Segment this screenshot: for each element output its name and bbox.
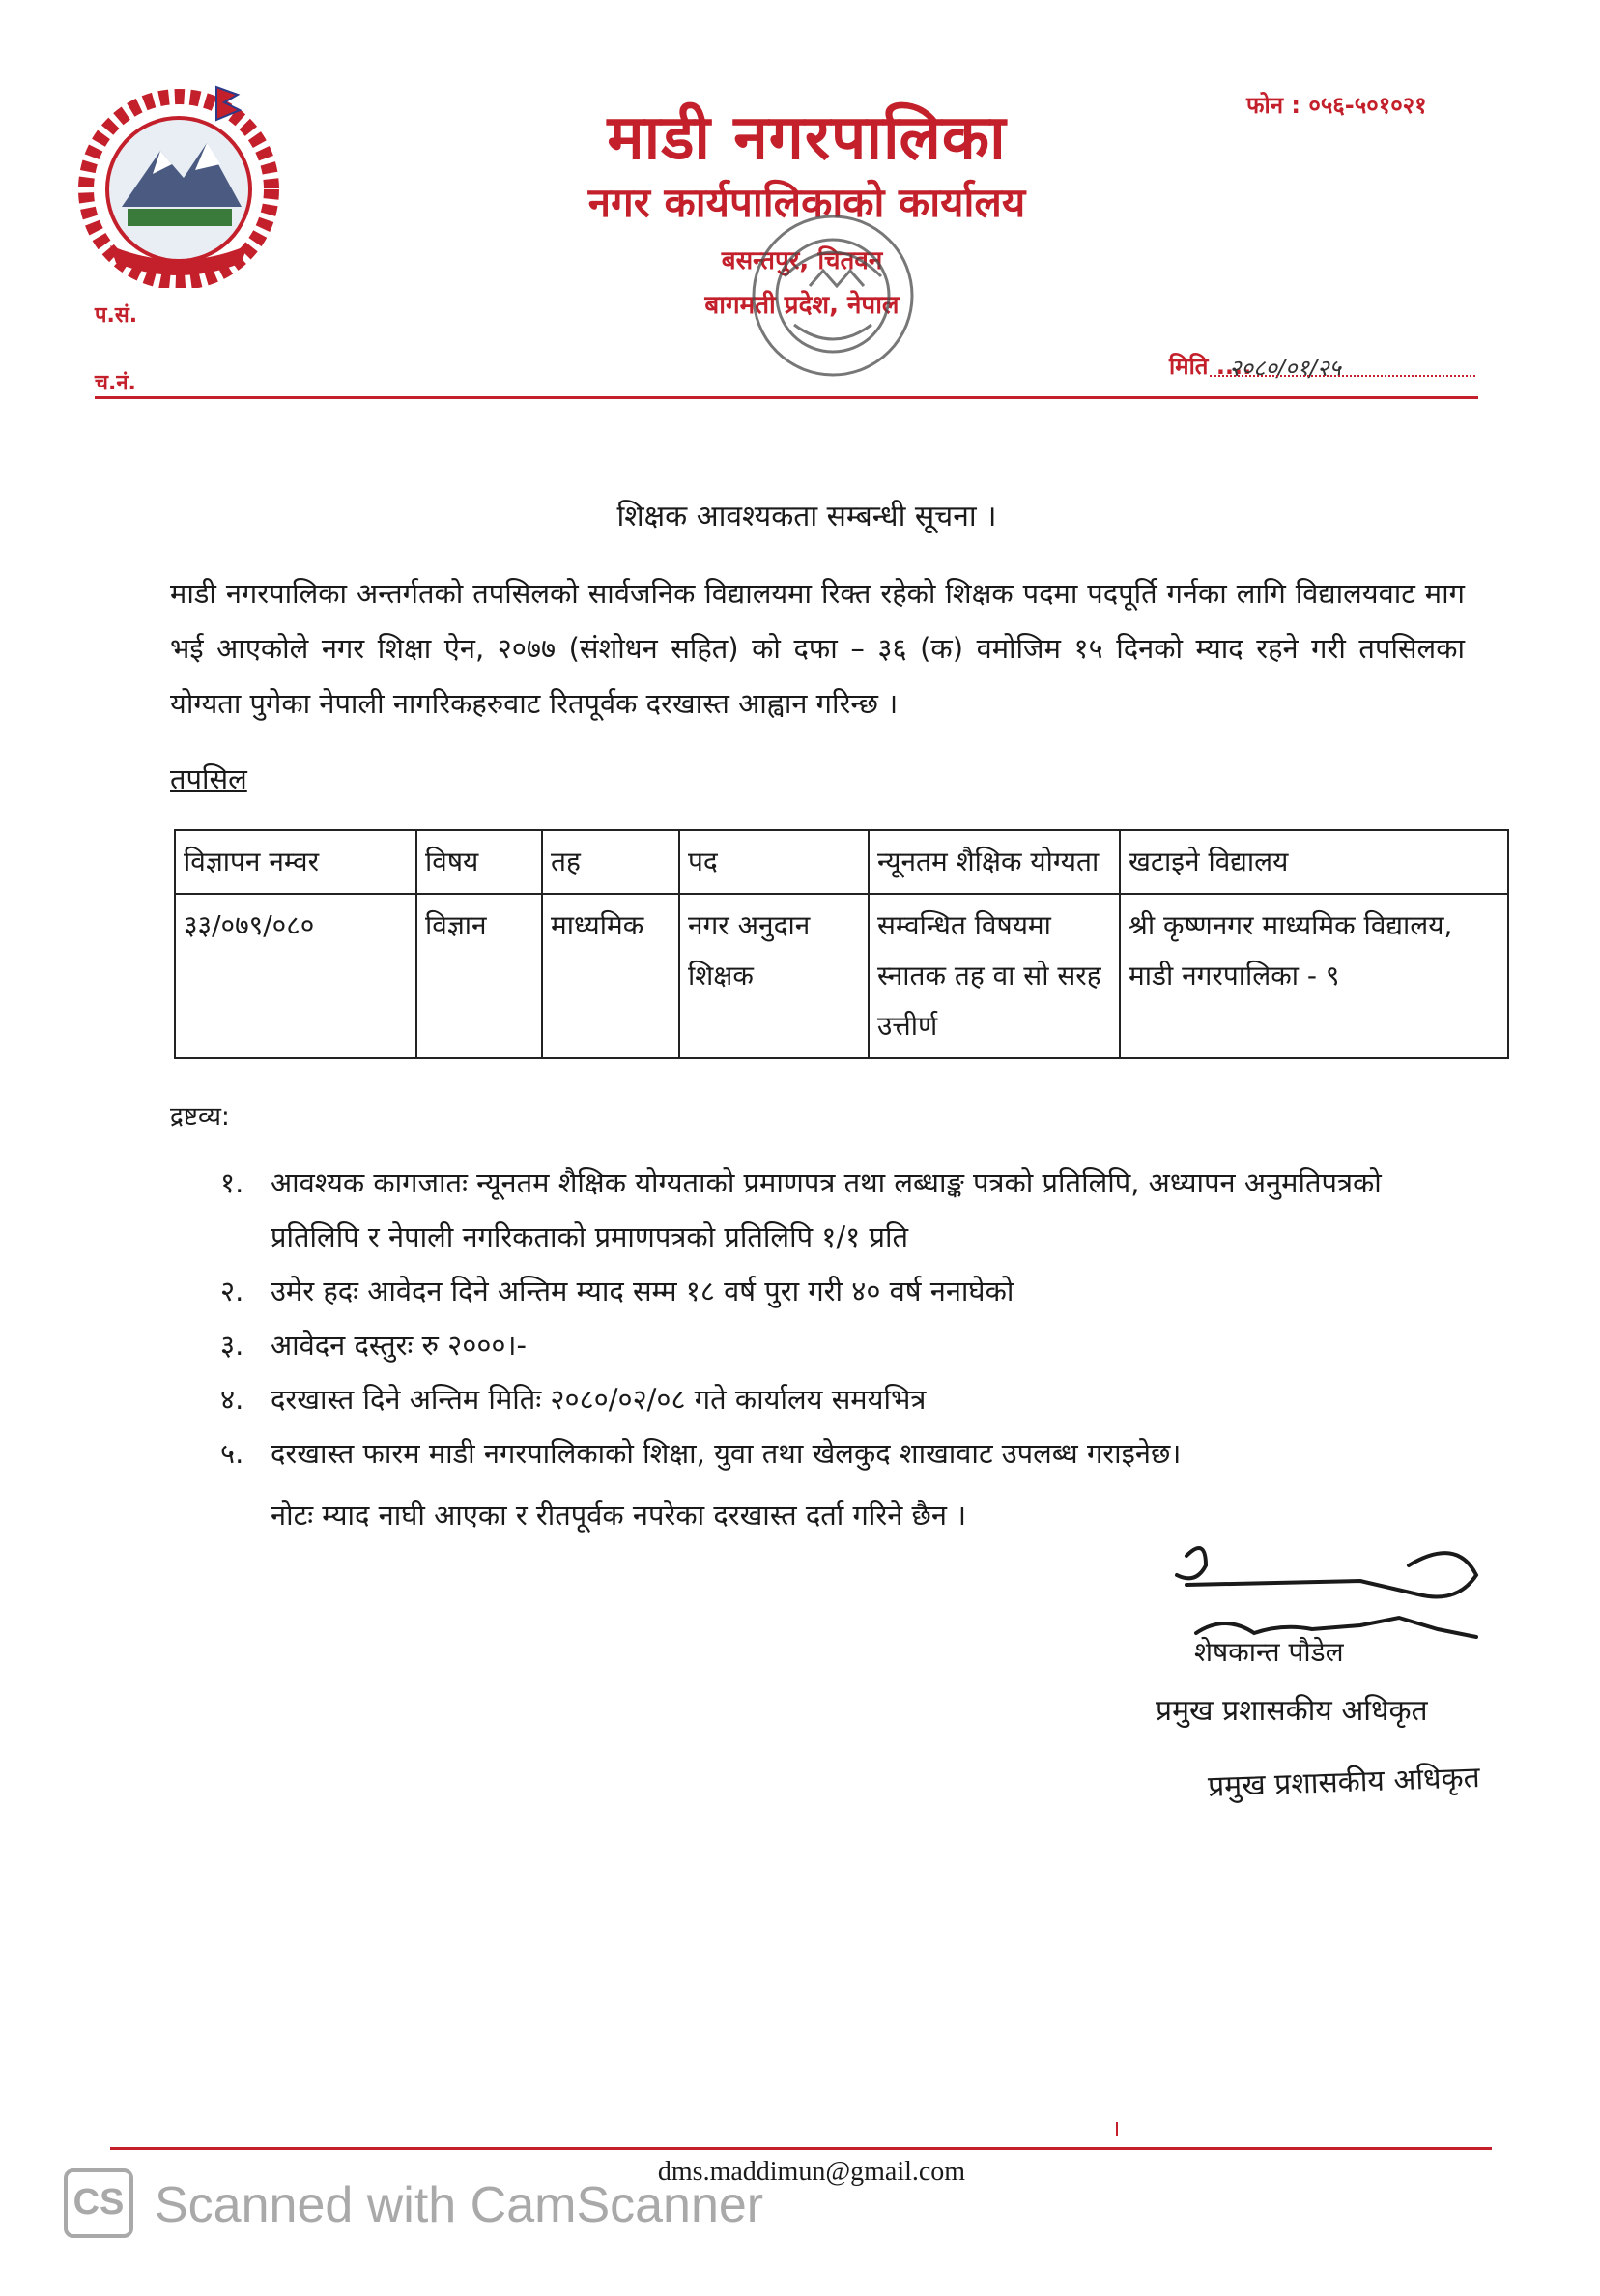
camscanner-watermark: Scanned with CamScanner: [155, 2177, 764, 2233]
address-line-2: बागमती प्रदेश, नेपाल: [704, 291, 900, 320]
phone-number: फोन : ०५६-५०१०२१: [1246, 92, 1427, 119]
table-header-cell: खटाइने विद्यालय: [1120, 830, 1508, 894]
signer-name: शेषकान्त पौडेल: [1194, 1636, 1344, 1668]
list-item-number: १.: [220, 1166, 244, 1199]
address-line-1: बसन्तपुर, चितवन: [721, 246, 883, 275]
table-cell: नगर अनुदान शिक्षक: [679, 894, 869, 1058]
table-cell: सम्वन्धित विषयमा स्नातक तह वा सो सरह उत्तीर्ण: [869, 894, 1120, 1058]
notice-body: माडी नगरपालिका अन्तर्गतको तपसिलको सार्वजनिक विद्यालयमा रिक्त रहेको शिक्षक पदमा पदपूर्ति गर्नका लागि विद्यालयवाट माग भई आएकोले नगर शिक्षा ऐन, २०७७ (संशोधन सहित) को दफा – ३६ (क) वमोजिम १५ दिनको म्याद रहने गरी तपसिलका योग्यता पुगेका नेपाली नागरिकहरुवाट रितपूर्वक दरखास्त आह्वान गरिन्छ ।: [170, 577, 1465, 720]
signer-title: प्रमुख प्रशासकीय अधिकृत: [1156, 1694, 1428, 1728]
list-item-number: ४.: [220, 1383, 244, 1416]
list-item-text: आवश्यक कागजातः न्यूनतम शैक्षिक योग्यताको प्रमाणपत्र तथा लब्धाङ्क पत्रको प्रतिलिपि, अध्यापन अनुमतिपत्रको प्रतिलिपि र नेपाली नगरिकताको प्रमाणपत्रको प्रतिलिपि १/१ प्रति: [271, 1166, 1382, 1253]
nepal-emblem-logo: [71, 81, 286, 288]
table-cell: श्री कृष्णनगर माध्यमिक विद्यालय, माडी नगरपालिका - ९: [1120, 894, 1508, 1058]
date-dotted-line: [1210, 375, 1475, 377]
list-item: [209, 1156, 1465, 1264]
note-line: नोटः म्याद नाघी आएका र रीतपूर्वक नपरेका दरखास्त दर्ता गरिने छैन ।: [271, 1499, 967, 1532]
notice-title: शिक्षक आवश्यकता सम्बन्धी सूचना ।: [616, 500, 997, 533]
signer-title-stamp: प्रमुख प्रशासकीय अधिकृत: [1207, 1761, 1481, 1804]
table-header-cell: पद: [679, 830, 869, 894]
notes-label: द्रष्टव्य:: [170, 1103, 230, 1132]
table-cell: माध्यमिक: [542, 894, 679, 1058]
table-cell: विज्ञान: [416, 894, 542, 1058]
list-item: [209, 1318, 1465, 1372]
list-item-text: आवेदन दस्तुरः रु २०००।-: [271, 1329, 527, 1362]
vacancy-table: [174, 829, 1509, 1059]
dispatch-number-label: च.नं.: [95, 371, 136, 395]
list-item-text: दरखास्त दिने अन्तिम मितिः २०८०/०२/०८ गते कार्यालय समयभित्र: [271, 1383, 927, 1416]
list-item: [209, 1426, 1465, 1480]
table-cell: ३३/०७९/०८०: [175, 894, 416, 1058]
list-item: [209, 1372, 1465, 1426]
list-item-number: ३.: [220, 1329, 244, 1362]
schedule-heading: तपसिल: [170, 762, 247, 795]
organization-name: माडी नगरपालिका: [607, 102, 1007, 174]
date-label: मिति ....: [1169, 353, 1252, 380]
table-header-cell: न्यूनतम शैक्षिक योग्यता: [869, 830, 1120, 894]
footer-divider: [110, 2147, 1492, 2150]
table-header-row: [175, 830, 1508, 894]
margin-mark: [1116, 2122, 1118, 2136]
list-item-text: उमेर हदः आवेदन दिने अन्तिम म्याद सम्म १८ वर्ष पुरा गरी ४० वर्ष ननाघेको: [271, 1275, 1014, 1307]
reference-number-label: प.सं.: [95, 303, 138, 328]
date-value: २०८०/०१/२५: [1229, 355, 1342, 382]
footer-email: dms.maddimun@gmail.com: [657, 2157, 966, 2187]
notes-list: [209, 1156, 1465, 1480]
camscanner-logo-icon: CS: [64, 2168, 133, 2238]
table-header-cell: विज्ञापन नम्वर: [175, 830, 416, 894]
table-header-cell: विषय: [416, 830, 542, 894]
list-item: [209, 1264, 1465, 1318]
list-item-number: २.: [220, 1275, 244, 1307]
list-item-text: दरखास्त फारम माडी नगरपालिकाको शिक्षा, युवा तथा खेलकुद शाखावाट उपलब्ध गराइनेछ।: [271, 1437, 1182, 1470]
table-header-cell: तह: [542, 830, 679, 894]
office-name: नगर कार्यपालिकाको कार्यालय: [587, 179, 1026, 226]
table-row: [175, 894, 1508, 1058]
list-item-number: ५.: [220, 1437, 244, 1470]
office-stamp-seal: [717, 189, 958, 412]
